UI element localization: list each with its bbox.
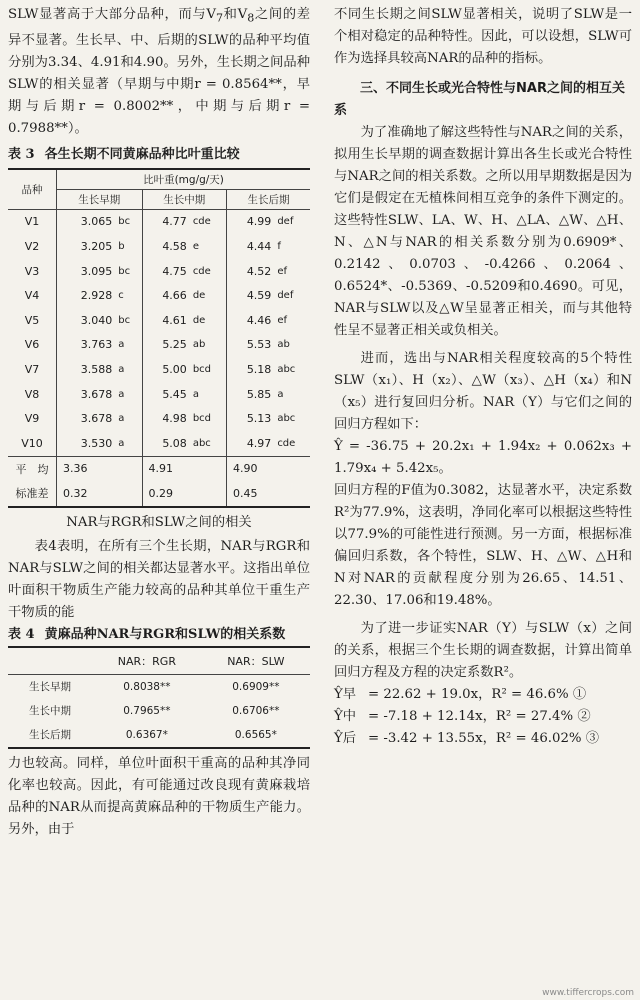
table3-row [8,234,310,259]
table3-row [8,283,310,308]
table3-cell-early-value: 3.095 [57,259,117,284]
table3-cell-mid-value: 4.98 [142,406,191,431]
table4-header-nar-slw: NAR：SLW [202,647,310,675]
table3-cell-mid-group: bcd [192,364,212,376]
table3-cell-mid-value: 4.77 [142,209,191,234]
table4-cell-nar-slw: 0.6565* [234,728,277,741]
table4-cell-period: 生长中期 [29,705,71,718]
table3-cell-early-group: c [118,290,124,302]
table3-row [8,259,310,284]
table3-cell-early-group: bc [118,314,131,326]
table3-cell-late-value: 4.46 [227,308,276,333]
right-paragraph-4: 回归方程的F值为0.3082，达显著水平，决定系数R²为77.9%，这表明，净同化率可以根据这些特性以77.9%的可能性进行预测。另一方面，根据标准偏回归系数，各个特性，SLW、H、△W、△H和N对NAR的贡献程度分别为26.65、14.51、22.30、17.06和19.48%。 [334,483,632,608]
table3-cell-late-group: def [277,290,294,302]
table3-cell-early-value: 3.040 [57,308,117,333]
table3-cell-late-group: ef [277,265,287,277]
table4-cell-nar-rgr: 0.7965** [123,704,171,717]
table3-cell-early-group: a [118,413,125,425]
table3-summary-label: 标准差 [15,487,49,501]
table3-cell-mid-group: ab [192,339,206,351]
table3-cell-mid-group: cde [192,216,211,228]
table3 [8,168,310,508]
table3-cell-late-group: abc [277,413,296,425]
table3-cell-variety: V3 [24,264,40,278]
paragraph-2: 表4表明，在所有三个生长期，NAR与RGR和NAR与SLW之间的相关都达显著水平。这指出单位叶面积干物质生产能力较高的品种其单位干重生产干物质的能 [8,538,310,620]
table3-cell-late-value: 5.53 [227,333,276,358]
table3-cell-mid-value: 4.58 [142,234,191,259]
table3-summary-early: 3.36 [57,456,143,481]
table3-summary-label: 平 均 [8,456,57,481]
table3-row [8,382,310,407]
table3-cell-late-group: f [277,241,281,253]
table3-cell-variety: V9 [24,412,40,426]
table4-row [8,699,310,723]
table4-cell-nar-rgr: 0.8038** [123,680,171,693]
table3-cell-mid-group: de [192,290,206,302]
subsection-heading: NAR与RGR和SLW之间的相关 [66,514,252,530]
table3-cell-mid-group: de [192,314,206,326]
table3-summary-mid: 4.91 [142,456,227,481]
table3-cell-late-value: 5.85 [227,382,276,407]
table3-summary-row [8,481,310,507]
simple-regression-equations [334,684,632,750]
table3-cell-late-group: abc [277,364,296,376]
table3-cell-early-value: 2.928 [57,283,117,308]
right-paragraph-1: 不同生长期之间SLW显著相关，说明了SLW是一个相对稳定的品种特性。因此，可以设想，SLW可作为选择具较高NAR的品种的指标。 [334,7,632,66]
table3-cell-early-value: 3.588 [57,357,117,382]
table3-number: 表 3 [8,146,35,162]
table3-row [8,333,310,358]
table4-body [8,674,310,748]
table4-header-blank [8,647,92,675]
equation-rhs: = -3.42 + 13.55x，R² = 46.02% ③ [368,731,600,746]
table3-cell-mid-group: cde [192,265,211,277]
table3-cell-early-group: bc [118,265,131,277]
table3-cell-variety: V4 [24,289,40,303]
table3-period-late: 生长后期 [227,189,310,209]
table3-cell-early-group: b [118,241,125,253]
table3-cell-mid-value: 4.66 [142,283,191,308]
table3-cell-mid-value: 5.45 [142,382,191,407]
table4-header-nar-rgr: NAR：RGR [92,647,202,675]
table4-cell-nar-rgr: 0.6367* [125,728,168,741]
equation-lhs: Ŷ后 [334,731,357,746]
equation-lhs: Ŷ早 [334,687,357,702]
table3-cell-late-value: 4.99 [227,209,276,234]
table3-cell-mid-group: bcd [192,413,212,425]
table3-cell-early-group: a [118,437,125,449]
table3-cell-variety: V6 [24,338,40,352]
table3-variety-header: 品种 [21,183,43,196]
table3-cell-late-value: 5.13 [227,406,276,431]
table4-number: 表 4 [8,626,35,642]
table3-summary-late: 0.45 [227,481,310,507]
table3-cell-early-group: a [118,339,125,351]
table3-cell-late-group: def [277,216,294,228]
equation-rhs: = 22.62 + 19.0x，R² = 46.6% ① [368,687,587,702]
table3-cell-early-value: 3.763 [57,333,117,358]
table3-cell-late-group: ef [277,314,287,326]
table3-summary-mid: 0.29 [142,481,227,507]
table3-cell-variety: V2 [24,240,40,254]
table3-cell-variety: V8 [24,387,40,401]
table3-body [8,209,310,507]
equation-lhs: Ŷ中 [334,709,357,724]
regression-equation: Ŷ = -36.75 + 20.2x₁ + 1.94x₂ + 0.062x₃ + 1.79x₄ + 5.42x₅。 [334,439,632,476]
table4-cell-nar-slw: 0.6706** [232,704,280,717]
table3-cell-late-value: 5.18 [227,357,276,382]
table3-cell-mid-group: abc [192,437,211,449]
table4-cell-nar-slw: 0.6909** [232,680,280,693]
table3-cell-early-group: bc [118,216,131,228]
table3-cell-variety: V7 [24,363,40,377]
right-paragraph-5: 为了进一步证实NAR（Y）与SLW（x）之间的关系，根据三个生长期的调查数据，计算出简单回归方程及方程的决定系数R²。 [334,621,632,680]
table3-cell-mid-value: 5.08 [142,431,191,456]
table4 [8,646,310,749]
table3-caption [8,146,310,164]
table4-caption [8,626,310,644]
section-heading: 三、不同生长或光合特性与NAR之间的相互关系 [334,81,625,118]
table4-row [8,674,310,699]
table3-row [8,357,310,382]
equation-row [334,684,632,706]
table4-title: 黄麻品种NAR与RGR和SLW的相关系数 [44,626,286,642]
table3-cell-mid-group: e [192,241,199,253]
table3-cell-mid-group: a [192,388,199,400]
watermark-text: www.tiffercrops.com [542,988,634,998]
intro-paragraph: SLW显著高于大部分品种，而与$V_7$和$V_8$之间的差异不显著。生长早、中、后期的SLW的品种平均值分别为3.34、4.91和4.90。另外，生长期之间品种SLW的相关显著（早期与中期r = 0.8564**，早期与后期r = 0.8002**，中期与后期r = 0.7988**）。 [8,7,310,136]
table3-summary-early: 0.32 [57,481,143,507]
table3-cell-late-group: ab [277,339,290,351]
table3-row [8,209,310,234]
table3-period-mid: 生长中期 [142,189,227,209]
table3-title: 各生长期不同黄麻品种比叶重比较 [44,146,240,162]
table3-cell-mid-value: 4.75 [142,259,191,284]
table4-cell-period: 生长早期 [29,681,71,694]
table3-cell-late-value: 4.52 [227,259,276,284]
right-paragraph-3: 进而，选出与NAR相关程度较高的5个特性SLW（x₁）、H（x₂）、△W（x₃）、△H（x₄）和N（x₅）进行复回归分析。NAR（Y）与它们之间的回归方程如下： [334,351,632,432]
table3-cell-early-value: 3.205 [57,234,117,259]
table3-cell-variety: V1 [24,215,40,229]
table3-period-early: 生长早期 [57,189,143,209]
table3-row [8,431,310,456]
table3-cell-early-value: 3.065 [57,209,117,234]
table3-cell-late-value: 4.44 [227,234,276,259]
paragraph-3: 力也较高。同样，单位叶面积干重高的品种其净同化率也较高。因此，有可能通过改良现有黄麻栽培品种的NAR从而提高黄麻品种的干物质生产能力。另外，由于 [8,755,310,837]
table3-unit-header: 比叶重(mg/g/天) [57,169,311,190]
table3-cell-late-value: 4.97 [227,431,276,456]
table3-cell-late-value: 4.59 [227,283,276,308]
right-paragraph-2: 为了准确地了解这些特性与NAR之间的关系，拟用生长早期的调查数据计算出各生长或光合特性与NAR之间的相关系数。之所以用早期数据是因为它们是假定在无植株间相互竞争的条件下测定的。这些特性SLW、LA、W、H、△LA、△W、△H、N、△N与NAR的相关系数分别为0.6909*、0.2142、0.0703、-0.4266、0.2064、0.6524*、-0.5369、-0.5209和0.4690。可见，NAR与SLW以及△W呈显著正相关，而与其他特性呈不显著正相关或负相关。 [334,125,632,338]
table3-summary-row [8,456,310,481]
table3-cell-late-group: cde [277,437,296,449]
table3-cell-early-value: 3.678 [57,406,117,431]
table3-cell-early-value: 3.530 [57,431,117,456]
table3-cell-late-group: a [277,388,284,400]
table3-row [8,406,310,431]
table3-cell-variety: V5 [24,313,40,327]
table3-cell-early-group: a [118,364,125,376]
table3-cell-early-group: a [118,388,125,400]
table4-cell-period: 生长后期 [29,729,71,742]
table3-row [8,308,310,333]
table3-cell-variety: V10 [21,436,43,450]
table3-cell-early-value: 3.678 [57,382,117,407]
table3-cell-mid-value: 4.61 [142,308,191,333]
equation-rhs: = -7.18 + 12.14x，R² = 27.4% ② [368,709,591,724]
table3-summary-late: 4.90 [227,456,310,481]
left-column [8,4,310,841]
equation-row [334,728,632,750]
table3-cell-mid-value: 5.25 [142,333,191,358]
table4-row [8,723,310,748]
equation-row [334,706,632,728]
table3-cell-mid-value: 5.00 [142,357,191,382]
right-column [334,4,632,750]
